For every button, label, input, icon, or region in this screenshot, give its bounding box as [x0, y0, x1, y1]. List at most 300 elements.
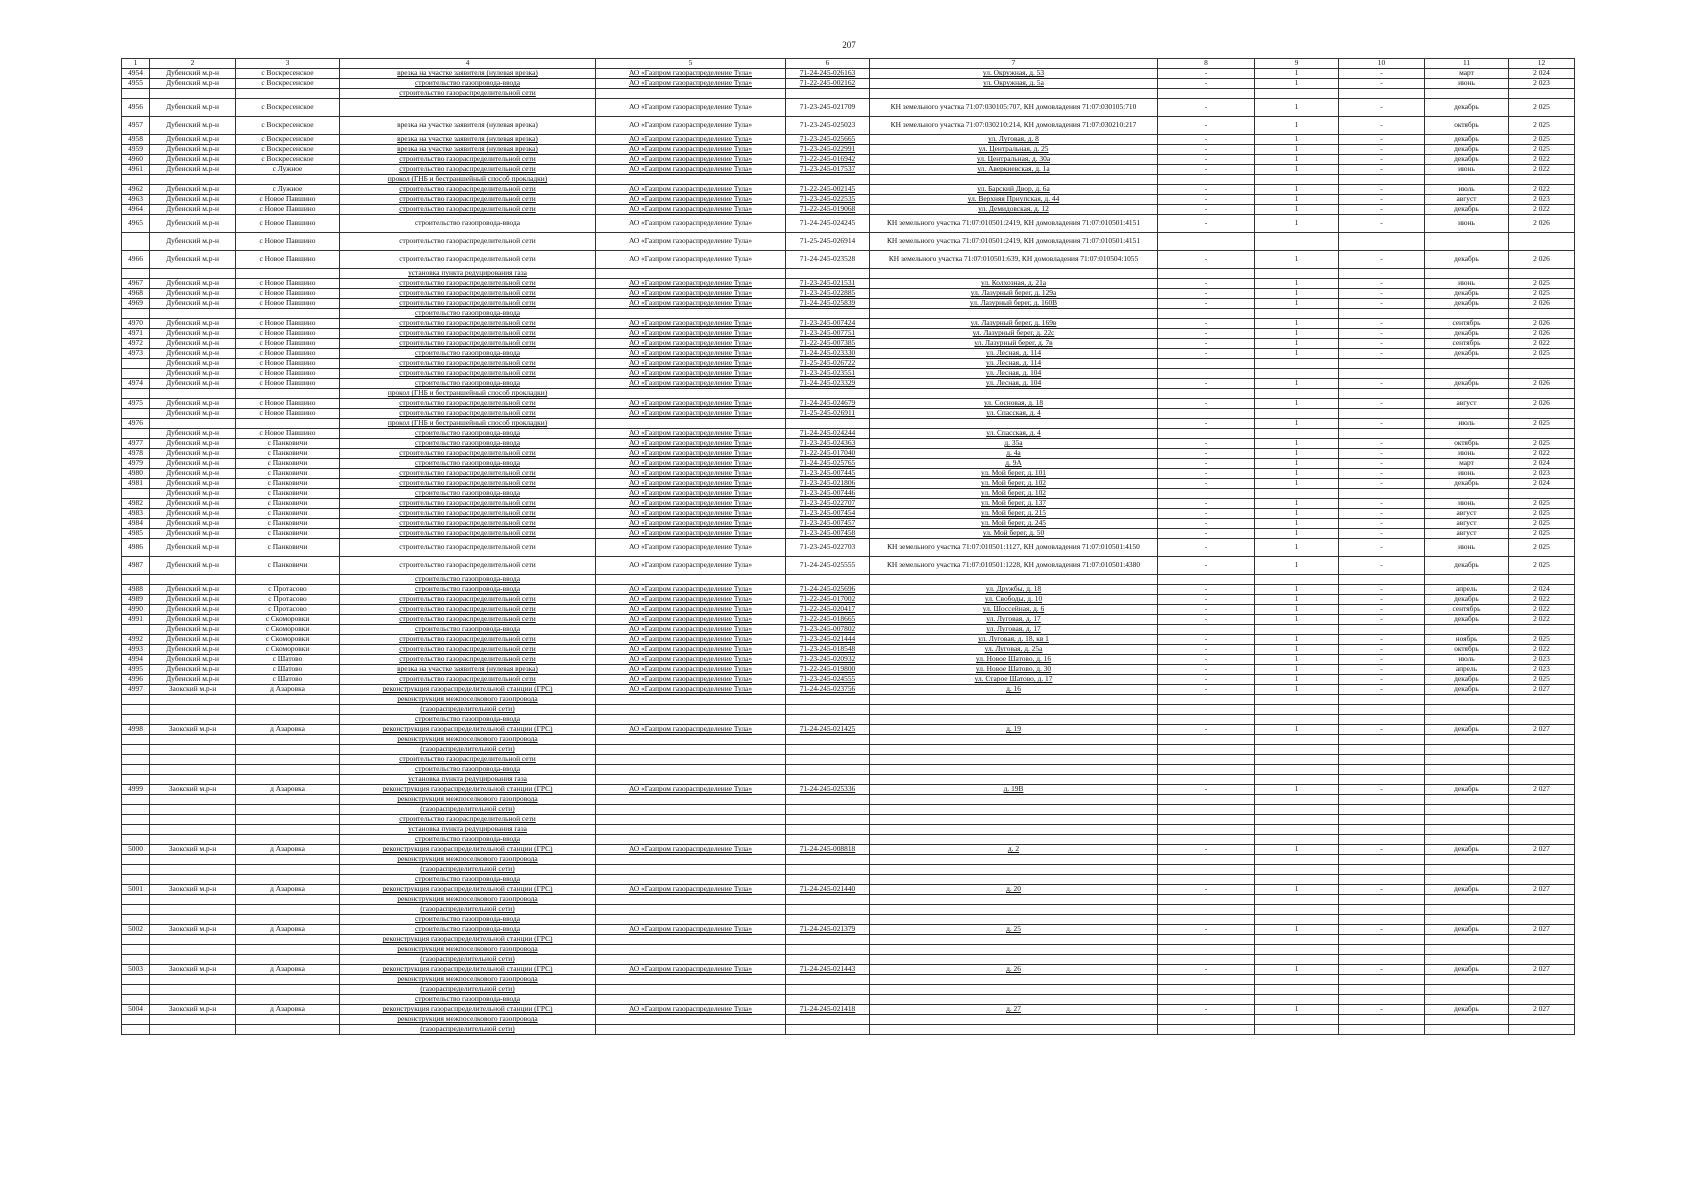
table-cell-col-3: [236, 915, 340, 925]
table-cell-col-12: 2 027: [1509, 845, 1575, 855]
table-row: [122, 825, 1575, 835]
table-cell-col-4: реконструкция межпоселкового газопровода: [340, 1015, 596, 1025]
table-cell-col-4: строительство газопровода-ввода: [340, 715, 596, 725]
table-cell-col-6: 71-22-245-019068: [786, 205, 870, 215]
table-cell-col-11: [1425, 715, 1509, 725]
table-cell-col-4: строительство газораспределительной сети: [340, 339, 596, 349]
table-cell-col-1: [122, 1025, 150, 1035]
table-cell-col-12: 2 022: [1509, 615, 1575, 625]
table-cell-col-7: д. 35а: [870, 439, 1158, 449]
table-cell-col-11: декабрь: [1425, 675, 1509, 685]
table-cell-col-11: [1425, 795, 1509, 805]
table-cell-col-1: [122, 915, 150, 925]
table-cell-col-3: [236, 389, 340, 399]
table-cell-col-12: 2 027: [1509, 965, 1575, 975]
table-cell-col-3: с Шатово: [236, 675, 340, 685]
table-cell-col-8: [1158, 269, 1255, 279]
table-cell-col-4: строительство газопровода-ввода: [340, 489, 596, 499]
table-cell-col-7: [870, 309, 1158, 319]
table-cell-col-7: [870, 775, 1158, 785]
table-cell-col-2: Дубенский м.р-н: [150, 369, 236, 379]
table-row: [122, 755, 1575, 765]
table-cell-col-4: строительство газораспределительной сети: [340, 359, 596, 369]
table-row: [122, 69, 1575, 79]
table-cell-col-11: [1425, 745, 1509, 755]
table-cell-col-6: 71-25-245-026722: [786, 359, 870, 369]
table-cell-col-10: -: [1339, 479, 1425, 489]
table-cell-col-10: [1339, 875, 1425, 885]
table-cell-col-9: 1: [1255, 519, 1339, 529]
table-cell-col-1: 4991: [122, 615, 150, 625]
table-row: [122, 329, 1575, 339]
table-cell-col-1: [122, 865, 150, 875]
table-cell-col-7: [870, 735, 1158, 745]
table-cell-col-9: [1255, 409, 1339, 419]
table-cell-col-2: [150, 715, 236, 725]
table-cell-col-7: ул. Дружбы, д. 18: [870, 585, 1158, 595]
table-cell-col-2: Дубенский м.р-н: [150, 135, 236, 145]
table-cell-col-4: реконструкция межпоселкового газопровода: [340, 945, 596, 955]
table-cell-col-6: 71-22-245-002145: [786, 185, 870, 195]
table-cell-col-2: [150, 775, 236, 785]
table-cell-col-1: 4959: [122, 145, 150, 155]
table-cell-col-12: 2 026: [1509, 251, 1575, 269]
table-cell-col-3: с Новое Павшино: [236, 359, 340, 369]
table-cell-col-5: АО «Газпром газораспределение Тула»: [596, 885, 786, 895]
table-cell-col-12: 2 025: [1509, 499, 1575, 509]
table-cell-col-12: [1509, 575, 1575, 585]
table-cell-col-1: 4957: [122, 117, 150, 135]
table-cell-col-9: [1255, 309, 1339, 319]
table-row: [122, 205, 1575, 215]
table-cell-col-2: [150, 1025, 236, 1035]
table-cell-col-11: июнь: [1425, 279, 1509, 289]
table-cell-col-12: 2 027: [1509, 785, 1575, 795]
table-cell-col-4: строительство газопровода-ввода: [340, 79, 596, 89]
table-cell-col-9: 1: [1255, 349, 1339, 359]
table-cell-col-11: [1425, 269, 1509, 279]
table-cell-col-8: -: [1158, 885, 1255, 895]
table-cell-col-5: [596, 775, 786, 785]
table-cell-col-5: АО «Газпром газораспределение Тула»: [596, 675, 786, 685]
table-row: [122, 339, 1575, 349]
table-cell-col-8: [1158, 625, 1255, 635]
table-cell-col-12: [1509, 795, 1575, 805]
table-cell-col-11: август: [1425, 519, 1509, 529]
table-cell-col-7: ул. Спасская, д. 4: [870, 409, 1158, 419]
table-cell-col-10: [1339, 795, 1425, 805]
table-cell-col-1: [122, 715, 150, 725]
table-cell-col-2: [150, 835, 236, 845]
table-cell-col-9: 1: [1255, 845, 1339, 855]
table-cell-col-8: [1158, 935, 1255, 945]
table-cell-col-4: строительство газораспределительной сети: [340, 469, 596, 479]
table-cell-col-10: [1339, 705, 1425, 715]
table-cell-col-1: [122, 429, 150, 439]
table-cell-col-9: [1255, 995, 1339, 1005]
table-cell-col-3: [236, 775, 340, 785]
table-cell-col-11: август: [1425, 529, 1509, 539]
table-cell-col-12: 2 022: [1509, 185, 1575, 195]
table-cell-col-5: [596, 269, 786, 279]
table-cell-col-10: -: [1339, 145, 1425, 155]
table-row: [122, 319, 1575, 329]
table-cell-col-5: [596, 825, 786, 835]
table-cell-col-1: 4974: [122, 379, 150, 389]
table-cell-col-4: строительство газораспределительной сети: [340, 319, 596, 329]
table-cell-col-2: Дубенский м.р-н: [150, 519, 236, 529]
table-cell-col-9: [1255, 175, 1339, 185]
table-cell-col-9: 1: [1255, 279, 1339, 289]
table-cell-col-12: [1509, 815, 1575, 825]
table-row: [122, 985, 1575, 995]
table-row: [122, 935, 1575, 945]
table-cell-col-9: [1255, 745, 1339, 755]
table-cell-col-2: [150, 905, 236, 915]
table-cell-col-2: Дубенский м.р-н: [150, 399, 236, 409]
table-cell-col-9: [1255, 895, 1339, 905]
table-cell-col-12: [1509, 755, 1575, 765]
table-row: [122, 945, 1575, 955]
table-cell-col-3: с Воскресенское: [236, 69, 340, 79]
table-cell-col-8: -: [1158, 379, 1255, 389]
table-cell-col-5: АО «Газпром газораспределение Тула»: [596, 429, 786, 439]
table-cell-col-1: 4994: [122, 655, 150, 665]
table-cell-col-5: АО «Газпром газораспределение Тула»: [596, 215, 786, 233]
table-cell-col-5: АО «Газпром газораспределение Тула»: [596, 289, 786, 299]
table-cell-col-10: [1339, 233, 1425, 251]
table-cell-col-5: АО «Газпром газораспределение Тула»: [596, 595, 786, 605]
table-cell-col-2: [150, 865, 236, 875]
table-row: [122, 299, 1575, 309]
table-row: [122, 975, 1575, 985]
column-header-10: 10: [1339, 59, 1425, 69]
table-cell-col-3: с Панковичи: [236, 499, 340, 509]
table-cell-col-5: [596, 805, 786, 815]
table-cell-col-7: КН земельного участка 71:07:010501:2419, КН домовладения 71:07:010501:4151: [870, 233, 1158, 251]
table-cell-col-11: декабрь: [1425, 845, 1509, 855]
table-cell-col-4: строительство газораспределительной сети: [340, 89, 596, 99]
table-cell-col-3: [236, 795, 340, 805]
table-cell-col-10: -: [1339, 595, 1425, 605]
table-cell-col-2: Дубенский м.р-н: [150, 69, 236, 79]
table-cell-col-8: -: [1158, 399, 1255, 409]
table-row: [122, 685, 1575, 695]
table-cell-col-12: 2 025: [1509, 675, 1575, 685]
table-cell-col-4: (газораспределительной сети): [340, 745, 596, 755]
table-cell-col-5: [596, 175, 786, 185]
table-cell-col-12: [1509, 705, 1575, 715]
table-cell-col-9: [1255, 369, 1339, 379]
table-cell-col-11: [1425, 409, 1509, 419]
table-cell-col-9: 1: [1255, 251, 1339, 269]
table-cell-col-11: октябрь: [1425, 645, 1509, 655]
table-cell-col-12: [1509, 855, 1575, 865]
table-cell-col-6: 71-24-245-024679: [786, 399, 870, 409]
table-cell-col-3: [236, 825, 340, 835]
table-cell-col-8: -: [1158, 155, 1255, 165]
table-cell-col-3: с Воскресенское: [236, 135, 340, 145]
table-cell-col-1: 4965: [122, 215, 150, 233]
table-cell-col-4: строительство газораспределительной сети: [340, 251, 596, 269]
table-cell-col-10: [1339, 1025, 1425, 1035]
table-cell-col-5: АО «Газпром газораспределение Тула»: [596, 635, 786, 645]
table-cell-col-4: установка пункта редуцирования газа: [340, 269, 596, 279]
table-cell-col-3: с Скоморовки: [236, 615, 340, 625]
table-cell-col-10: -: [1339, 645, 1425, 655]
table-cell-col-9: 1: [1255, 615, 1339, 625]
table-cell-col-4: строительство газораспределительной сети: [340, 655, 596, 665]
table-cell-col-6: 71-24-245-025555: [786, 557, 870, 575]
table-cell-col-10: [1339, 985, 1425, 995]
column-header-3: 3: [236, 59, 340, 69]
table-cell-col-12: [1509, 905, 1575, 915]
table-cell-col-5: АО «Газпром газораспределение Тула»: [596, 557, 786, 575]
table-cell-col-3: [236, 1015, 340, 1025]
table-cell-col-1: 4992: [122, 635, 150, 645]
table-cell-col-8: -: [1158, 655, 1255, 665]
table-cell-col-5: АО «Газпром газораспределение Тула»: [596, 117, 786, 135]
table-cell-col-3: с Новое Павшино: [236, 299, 340, 309]
table-cell-col-4: строительство газораспределительной сети: [340, 449, 596, 459]
table-cell-col-8: [1158, 875, 1255, 885]
table-cell-col-3: с Протасово: [236, 585, 340, 595]
table-cell-col-7: [870, 695, 1158, 705]
table-cell-col-7: ул. Луговая, д. 17: [870, 615, 1158, 625]
table-cell-col-10: -: [1339, 279, 1425, 289]
table-cell-col-8: -: [1158, 675, 1255, 685]
table-cell-col-8: -: [1158, 349, 1255, 359]
table-cell-col-6: 71-23-245-007445: [786, 469, 870, 479]
table-header-row: [122, 59, 1575, 69]
table-cell-col-12: [1509, 825, 1575, 835]
table-cell-col-1: [122, 1015, 150, 1025]
table-cell-col-4: строительство газораспределительной сети: [340, 299, 596, 309]
table-cell-col-5: АО «Газпром газораспределение Тула»: [596, 205, 786, 215]
table-cell-col-1: 4976: [122, 419, 150, 429]
table-cell-col-6: [786, 855, 870, 865]
table-cell-col-5: АО «Газпром газораспределение Тула»: [596, 489, 786, 499]
table-cell-col-6: [786, 935, 870, 945]
table-cell-col-12: 2 022: [1509, 339, 1575, 349]
table-cell-col-6: 71-23-245-022707: [786, 499, 870, 509]
table-cell-col-12: 2 025: [1509, 439, 1575, 449]
table-cell-col-11: июнь: [1425, 469, 1509, 479]
table-cell-col-8: [1158, 369, 1255, 379]
table-cell-col-8: -: [1158, 595, 1255, 605]
table-cell-col-8: -: [1158, 79, 1255, 89]
table-cell-col-5: [596, 975, 786, 985]
table-cell-col-11: апрель: [1425, 665, 1509, 675]
table-cell-col-3: с Воскресенское: [236, 155, 340, 165]
table-cell-col-2: [150, 705, 236, 715]
table-cell-col-5: АО «Газпром газораспределение Тула»: [596, 439, 786, 449]
table-cell-col-6: [786, 269, 870, 279]
table-cell-col-3: [236, 745, 340, 755]
table-cell-col-1: [122, 625, 150, 635]
table-cell-col-6: 71-23-245-007454: [786, 509, 870, 519]
table-cell-col-8: [1158, 905, 1255, 915]
table-row: [122, 359, 1575, 369]
table-cell-col-1: 4981: [122, 479, 150, 489]
table-cell-col-5: [596, 815, 786, 825]
table-cell-col-4: (газораспределительной сети): [340, 905, 596, 915]
table-cell-col-4: реконструкция межпоселкового газопровода: [340, 735, 596, 745]
table-cell-col-3: с Панковичи: [236, 459, 340, 469]
table-cell-col-7: [870, 805, 1158, 815]
table-cell-col-4: строительство газораспределительной сети: [340, 557, 596, 575]
table-cell-col-4: реконструкция газораспределительной станции (ГРС): [340, 845, 596, 855]
table-cell-col-10: -: [1339, 399, 1425, 409]
table-cell-col-3: д Азаровка: [236, 965, 340, 975]
table-cell-col-8: -: [1158, 339, 1255, 349]
table-cell-col-11: [1425, 309, 1509, 319]
table-cell-col-7: ул. Мой берег, д. 102: [870, 479, 1158, 489]
table-cell-col-6: 71-25-245-026914: [786, 233, 870, 251]
table-row: [122, 615, 1575, 625]
table-cell-col-8: [1158, 745, 1255, 755]
table-cell-col-5: АО «Газпром газораспределение Тула»: [596, 625, 786, 635]
table-cell-col-5: АО «Газпром газораспределение Тула»: [596, 615, 786, 625]
table-cell-col-12: 2 023: [1509, 469, 1575, 479]
table-cell-col-6: 71-23-245-025665: [786, 135, 870, 145]
table-cell-col-5: АО «Газпром газораспределение Тула»: [596, 479, 786, 489]
table-cell-col-1: 4985: [122, 529, 150, 539]
table-cell-col-4: строительство газопровода-ввода: [340, 439, 596, 449]
table-cell-col-5: АО «Газпром газораспределение Тула»: [596, 459, 786, 469]
table-cell-col-5: АО «Газпром газораспределение Тула»: [596, 655, 786, 665]
table-row: [122, 695, 1575, 705]
table-cell-col-6: 71-23-245-025023: [786, 117, 870, 135]
table-cell-col-3: с Новое Павшино: [236, 205, 340, 215]
table-cell-col-7: ул. Луговая, д. 17: [870, 625, 1158, 635]
table-row: [122, 145, 1575, 155]
table-cell-col-6: 71-22-245-018665: [786, 615, 870, 625]
table-cell-col-12: 2 024: [1509, 479, 1575, 489]
table-cell-col-6: [786, 735, 870, 745]
table-cell-col-4: строительство газопровода-ввода: [340, 429, 596, 439]
table-cell-col-1: [122, 359, 150, 369]
table-cell-col-1: 4973: [122, 349, 150, 359]
table-row: [122, 155, 1575, 165]
table-cell-col-1: [122, 269, 150, 279]
table-cell-col-8: -: [1158, 289, 1255, 299]
table-cell-col-4: строительство газораспределительной сети: [340, 539, 596, 557]
table-cell-col-2: Заокский м.р-н: [150, 925, 236, 935]
table-cell-col-1: 5001: [122, 885, 150, 895]
table-cell-col-8: -: [1158, 665, 1255, 675]
table-cell-col-6: 71-24-245-025336: [786, 785, 870, 795]
table-cell-col-5: АО «Газпром газораспределение Тула»: [596, 69, 786, 79]
table-cell-col-3: с Воскресенское: [236, 117, 340, 135]
table-cell-col-2: Дубенский м.р-н: [150, 665, 236, 675]
table-cell-col-7: ул. Мой берег, д. 215: [870, 509, 1158, 519]
table-cell-col-5: АО «Газпром газораспределение Тула»: [596, 233, 786, 251]
table-cell-col-6: 71-23-245-021709: [786, 99, 870, 117]
table-cell-col-4: строительство газопровода-ввода: [340, 575, 596, 585]
table-cell-col-7: ул. Центральная, д. 25: [870, 145, 1158, 155]
table-row: [122, 655, 1575, 665]
table-cell-col-9: [1255, 233, 1339, 251]
table-cell-col-8: [1158, 855, 1255, 865]
table-cell-col-1: [122, 765, 150, 775]
table-cell-col-6: [786, 775, 870, 785]
table-cell-col-3: с Новое Павшино: [236, 379, 340, 389]
table-cell-col-7: ул. Мой берег, д. 245: [870, 519, 1158, 529]
table-cell-col-2: Дубенский м.р-н: [150, 319, 236, 329]
table-cell-col-1: [122, 575, 150, 585]
table-cell-col-2: Дубенский м.р-н: [150, 195, 236, 205]
table-cell-col-1: [122, 389, 150, 399]
table-cell-col-10: -: [1339, 439, 1425, 449]
table-cell-col-7: ул. Лазурный берег, д. 160В: [870, 299, 1158, 309]
table-cell-col-3: [236, 755, 340, 765]
table-cell-col-2: Дубенский м.р-н: [150, 409, 236, 419]
table-cell-col-6: [786, 915, 870, 925]
table-cell-col-9: 1: [1255, 299, 1339, 309]
table-row: [122, 419, 1575, 429]
table-row: [122, 665, 1575, 675]
table-cell-col-5: АО «Газпром газораспределение Тула»: [596, 369, 786, 379]
table-cell-col-7: ул. Сосновая, д. 18: [870, 399, 1158, 409]
table-cell-col-3: с Шатово: [236, 665, 340, 675]
table-cell-col-1: [122, 409, 150, 419]
table-cell-col-5: АО «Газпром газораспределение Тула»: [596, 785, 786, 795]
table-cell-col-5: АО «Газпром газораспределение Тула»: [596, 319, 786, 329]
table-cell-col-7: [870, 875, 1158, 885]
table-cell-col-2: [150, 695, 236, 705]
table-cell-col-10: [1339, 825, 1425, 835]
table-row: [122, 439, 1575, 449]
table-cell-col-4: строительство газораспределительной сети: [340, 645, 596, 655]
table-cell-col-4: (газораспределительной сети): [340, 705, 596, 715]
table-cell-col-8: -: [1158, 145, 1255, 155]
table-cell-col-12: [1509, 359, 1575, 369]
table-cell-col-10: [1339, 935, 1425, 945]
table-cell-col-5: [596, 945, 786, 955]
table-cell-col-10: -: [1339, 99, 1425, 117]
table-cell-col-12: 2 026: [1509, 329, 1575, 339]
table-cell-col-9: 1: [1255, 319, 1339, 329]
table-cell-col-11: [1425, 955, 1509, 965]
table-cell-col-1: [122, 945, 150, 955]
table-cell-col-5: [596, 745, 786, 755]
table-cell-col-11: [1425, 875, 1509, 885]
table-row: [122, 925, 1575, 935]
table-row: [122, 185, 1575, 195]
table-cell-col-8: -: [1158, 509, 1255, 519]
table-cell-col-8: -: [1158, 449, 1255, 459]
table-cell-col-5: АО «Газпром газораспределение Тула»: [596, 409, 786, 419]
table-cell-col-4: реконструкция газораспределительной станции (ГРС): [340, 935, 596, 945]
table-row: [122, 995, 1575, 1005]
table-cell-col-6: [786, 755, 870, 765]
table-cell-col-8: -: [1158, 319, 1255, 329]
table-cell-col-11: декабрь: [1425, 251, 1509, 269]
table-row: [122, 309, 1575, 319]
table-cell-col-9: 1: [1255, 585, 1339, 595]
table-cell-col-12: [1509, 269, 1575, 279]
table-cell-col-10: -: [1339, 539, 1425, 557]
table-cell-col-1: 4978: [122, 449, 150, 459]
table-cell-col-3: с Новое Павшино: [236, 399, 340, 409]
table-cell-col-11: март: [1425, 69, 1509, 79]
table-cell-col-7: ул. Свободы, д. 10: [870, 595, 1158, 605]
table-cell-col-6: 71-23-245-018548: [786, 645, 870, 655]
table-cell-col-1: 4979: [122, 459, 150, 469]
table-cell-col-9: 1: [1255, 459, 1339, 469]
table-cell-col-9: [1255, 945, 1339, 955]
